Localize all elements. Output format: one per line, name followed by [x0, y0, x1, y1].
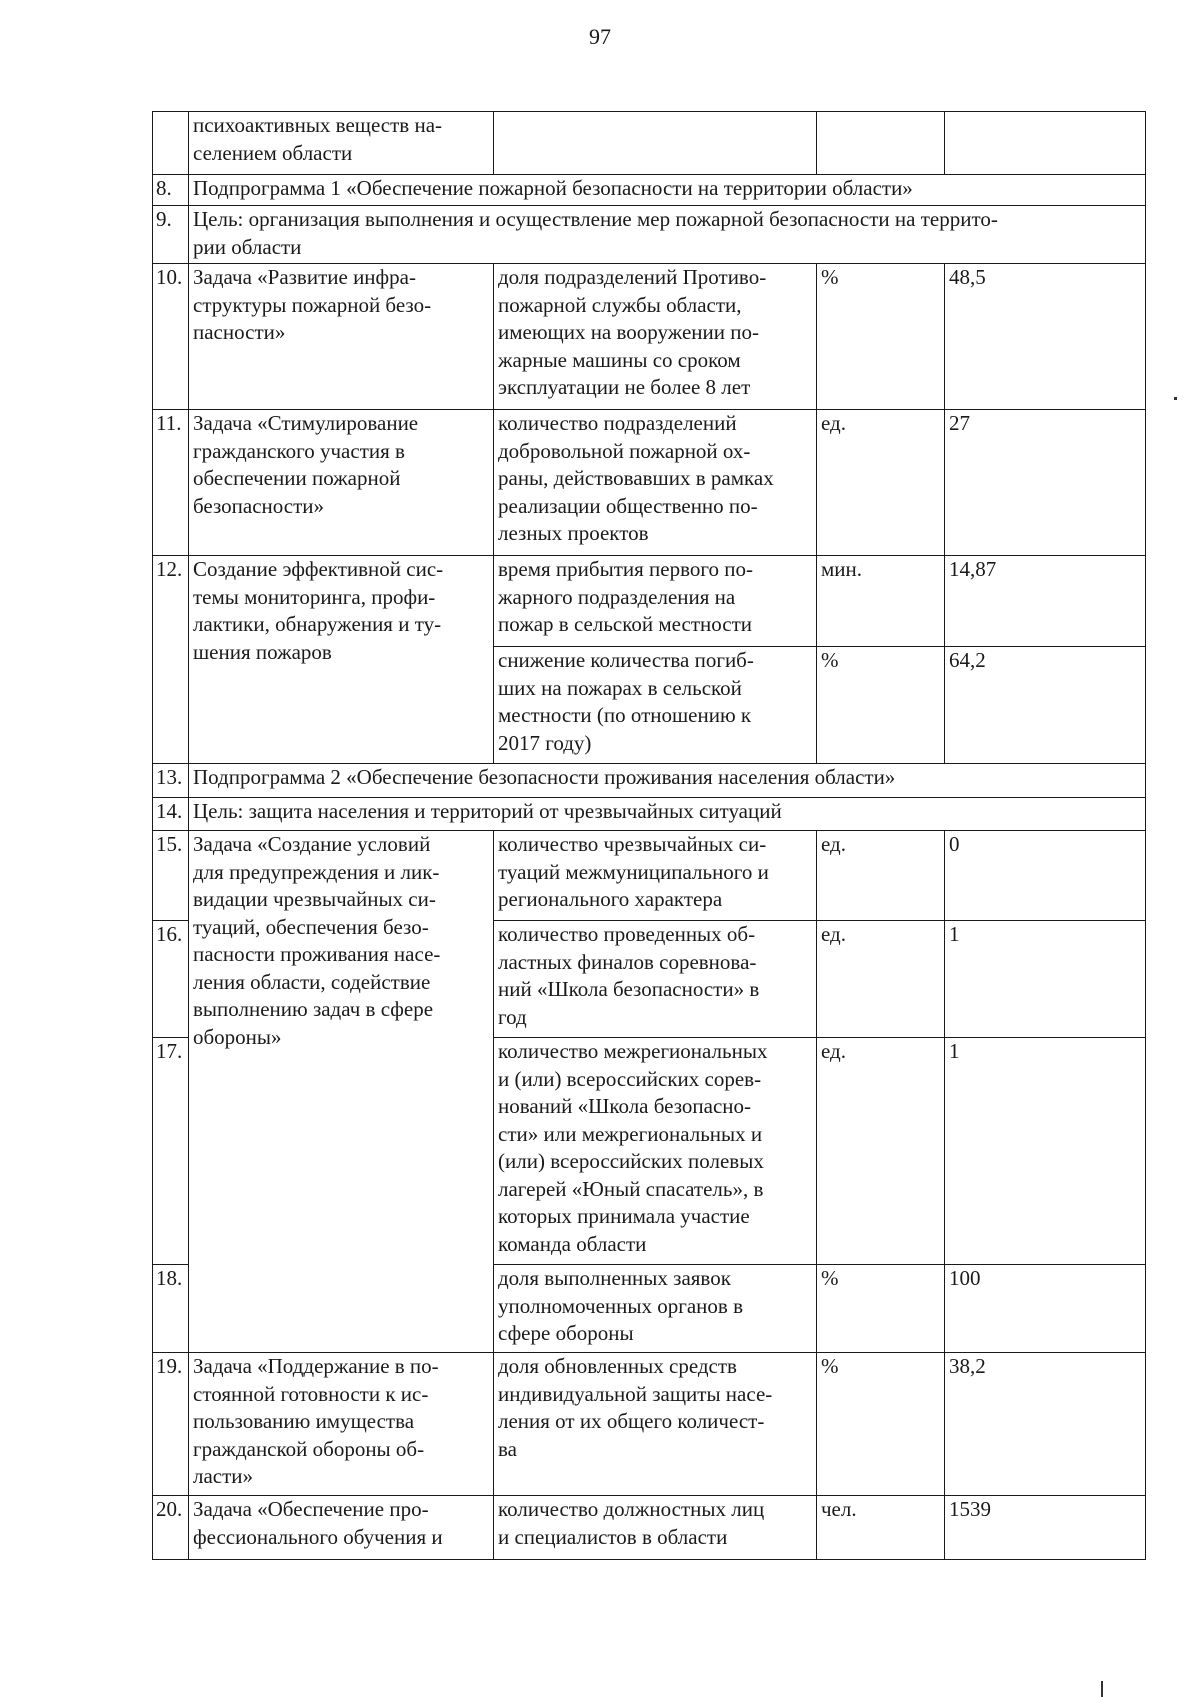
subprogram-title: Подпрограмма 1 «Обеспечение пожарной безопасности на территории области» [189, 175, 1146, 206]
value-cell: 14,87 [945, 556, 1146, 647]
row-number: 13. [153, 764, 189, 798]
indicators-table [152, 111, 1146, 1560]
indicator-cell: количество межрегиональных и (или) всероссийских сорев- нований «Школа безопасно- сти» или межрегиональных и (или) всероссийских полевых лагерей «Юный спасатель», в которых принимала участие команда области [494, 1038, 817, 1265]
row-number: 8. [153, 175, 189, 206]
table-row [153, 206, 1146, 264]
table-row [153, 556, 1146, 647]
indicator-cell: количество чрезвычайных си- туаций межмуниципального и регионального характера [494, 831, 817, 921]
unit-cell: % [817, 264, 945, 410]
row-number: 16. [153, 921, 189, 1038]
row-number: 19. [153, 1353, 189, 1496]
row-number: 18. [153, 1265, 189, 1353]
value-cell [945, 112, 1146, 175]
table-row [153, 764, 1146, 798]
value-cell: 48,5 [945, 264, 1146, 410]
unit-cell: ед. [817, 831, 945, 921]
value-cell: 1539 [945, 1496, 1146, 1560]
scan-speck [1174, 397, 1177, 400]
scan-speck [1101, 1681, 1103, 1697]
row-number: 20. [153, 1496, 189, 1560]
unit-cell: мин. [817, 556, 945, 647]
task-cell: психоактивных веществ на- селением области [189, 112, 494, 175]
indicator-cell: доля подразделений Противо- пожарной службы области, имеющих на вооружении по- жарные машины со сроком эксплуатации не более 8 лет [494, 264, 817, 410]
table-row [153, 1496, 1146, 1560]
unit-cell: ед. [817, 1038, 945, 1265]
table-row [153, 175, 1146, 206]
unit-cell: ед. [817, 410, 945, 556]
task-cell: Создание эффективной сис- темы мониторинга, профи- лактики, обнаружения и ту- шения пожаров [189, 556, 494, 764]
row-number: 17. [153, 1038, 189, 1265]
row-number: 14. [153, 798, 189, 831]
row-number: 9. [153, 206, 189, 264]
value-cell: 1 [945, 1038, 1146, 1265]
unit-cell: % [817, 1353, 945, 1496]
indicator-cell: доля выполненных заявок уполномоченных органов в сфере обороны [494, 1265, 817, 1353]
goal-text: Цель: защита населения и территорий от чрезвычайных ситуаций [189, 798, 1146, 831]
table-row [153, 831, 1146, 921]
task-cell: Задача «Стимулирование гражданского участия в обеспечении пожарной безопасности» [189, 410, 494, 556]
page-number: 97 [589, 24, 611, 49]
indicator-cell: количество проведенных об- ластных финалов соревнова- ний «Школа безопасности» в год [494, 921, 817, 1038]
row-number: 11. [153, 410, 189, 556]
value-cell: 1 [945, 921, 1146, 1038]
table-row [153, 264, 1146, 410]
indicator-cell: время прибытия первого по- жарного подразделения на пожар в сельской местности [494, 556, 817, 647]
indicator-cell: доля обновленных средств индивидуальной защиты насе- ления от их общего количест- ва [494, 1353, 817, 1496]
task-cell: Задача «Развитие инфра- структуры пожарной безо- пасности» [189, 264, 494, 410]
table-row [153, 1353, 1146, 1496]
indicator-cell [494, 112, 817, 175]
unit-cell: % [817, 647, 945, 764]
row-number: 12. [153, 556, 189, 764]
subprogram-title: Подпрограмма 2 «Обеспечение безопасности проживания населения области» [189, 764, 1146, 798]
table-row [153, 410, 1146, 556]
unit-cell: ед. [817, 921, 945, 1038]
indicator-cell: количество должностных лиц и специалистов в области [494, 1496, 817, 1560]
value-cell: 0 [945, 831, 1146, 921]
value-cell: 27 [945, 410, 1146, 556]
unit-cell: чел. [817, 1496, 945, 1560]
table-row [153, 798, 1146, 831]
task-cell: Задача «Создание условий для предупреждения и лик- видации чрезвычайных си- туаций, обеспечения безо- пасности проживания насе- ления области, содействие выполнению задач в сфере обороны» [189, 831, 494, 1353]
task-cell: Задача «Поддержание в по- стоянной готовности к ис- пользованию имущества гражданской обороны об- ласти» [189, 1353, 494, 1496]
indicator-cell: снижение количества погиб- ших на пожарах в сельской местности (по отношению к 2017 году) [494, 647, 817, 764]
indicator-cell: количество подразделений добровольной пожарной ох- раны, действовавших в рамках реализации общественно по- лезных проектов [494, 410, 817, 556]
value-cell: 100 [945, 1265, 1146, 1353]
value-cell: 38,2 [945, 1353, 1146, 1496]
row-number [153, 112, 189, 175]
value-cell: 64,2 [945, 647, 1146, 764]
row-number: 10. [153, 264, 189, 410]
table-row [153, 112, 1146, 175]
task-cell: Задача «Обеспечение про- фессионального обучения и [189, 1496, 494, 1560]
row-number: 15. [153, 831, 189, 921]
unit-cell: % [817, 1265, 945, 1353]
unit-cell [817, 112, 945, 175]
goal-text: Цель: организация выполнения и осуществление мер пожарной безопасности на террито- рии области [189, 206, 1146, 264]
